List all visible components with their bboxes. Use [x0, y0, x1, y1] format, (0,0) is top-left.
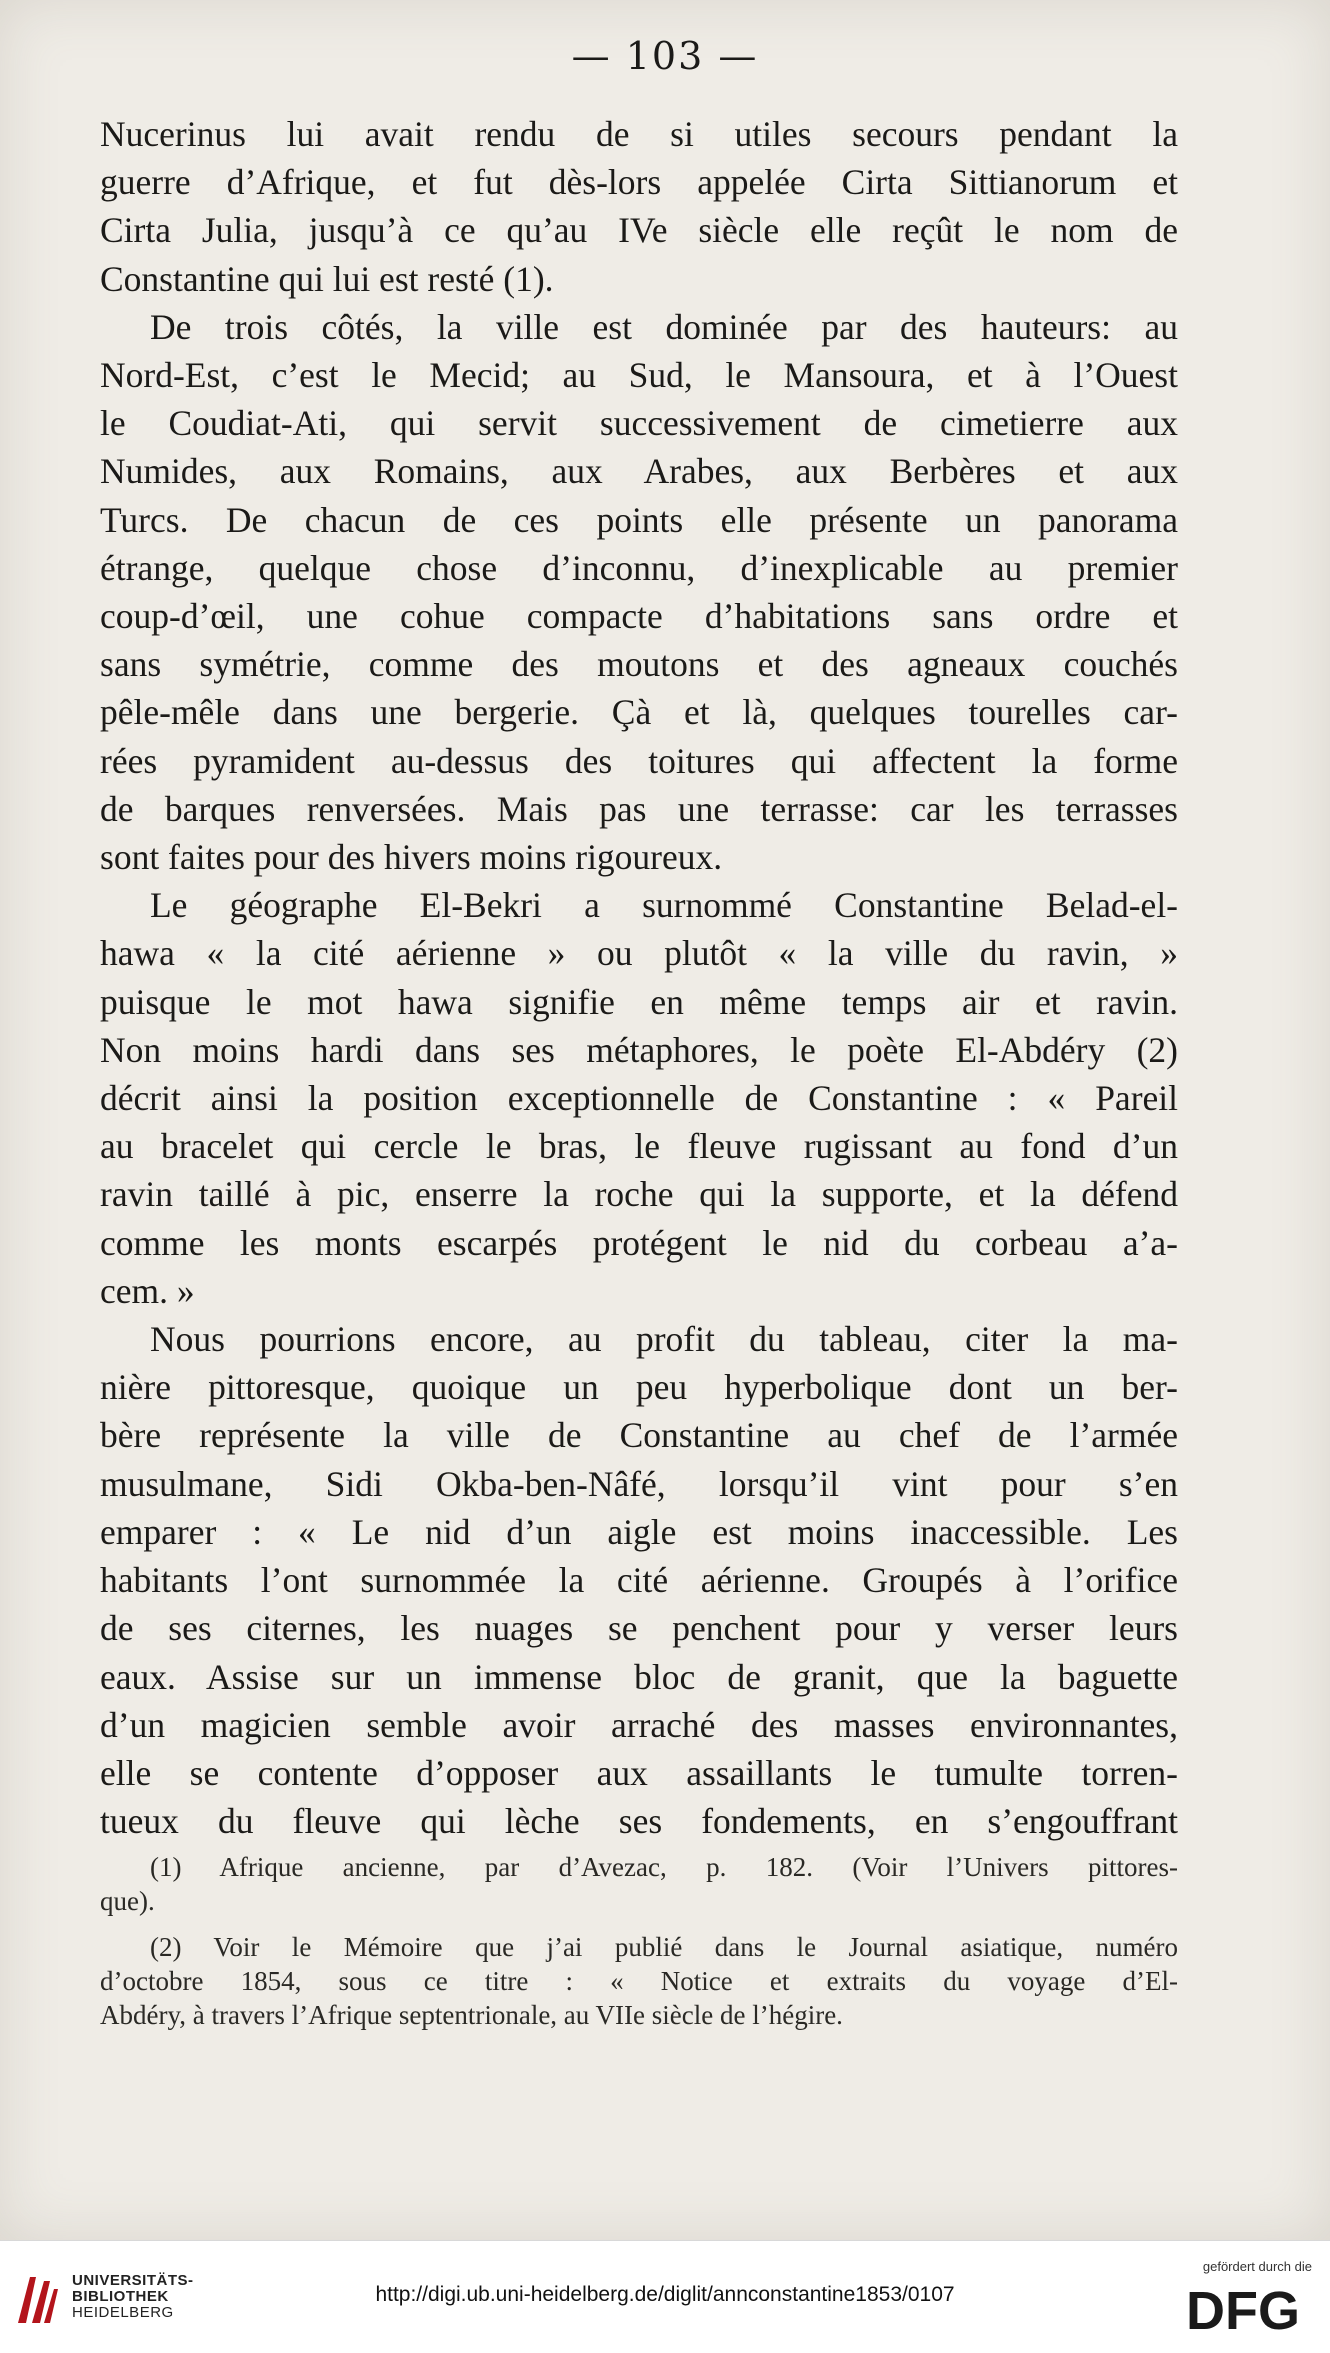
- footnote-line: Abdéry, à travers l’Afrique septentrionale, au VIIe siècle de l’hégire.: [100, 2000, 843, 2030]
- text-line: ravin taillé à pic, enserre la roche qui la supporte, et la défend: [100, 1174, 1178, 1215]
- text-line: emparer : « Le nid d’un aigle est moins inaccessible. Les: [100, 1511, 1178, 1552]
- footnote-line: d’octobre 1854, sous ce titre : « Notice et extraits du voyage d’El-: [100, 1966, 1178, 1996]
- text-line: étrange, quelque chose d’inconnu, d’inexplicable au premier: [100, 547, 1178, 588]
- text-line: le Coudiat-Ati, qui servit successivement de cimetierre aux: [100, 403, 1178, 444]
- text-line: de ses citernes, les nuages se penchent pour y verser leurs: [100, 1608, 1178, 1649]
- library-name-line: BIBLIOTHEK: [72, 2288, 169, 2305]
- text-line: sans symétrie, comme des moutons et des agneaux couchés: [100, 644, 1178, 685]
- viewer-footer: [0, 2240, 1330, 2353]
- text-line: hawa « la cité aérienne » ou plutôt « la ville du ravin, »: [100, 933, 1178, 974]
- footnote-line: (1) Afrique ancienne, par d’Avezac, p. 182. (Voir l’Univers pittores-: [150, 1852, 1178, 1882]
- text-line: Turcs. De chacun de ces points elle présente un panorama: [100, 499, 1178, 540]
- footnotes: [100, 1850, 1178, 2032]
- permalink-url[interactable]: http://digi.ub.uni-heidelberg.de/diglit/annconstantine1853/0107: [375, 2283, 955, 2306]
- text-line: De trois côtés, la ville est dominée par des hauteurs: au: [150, 306, 1178, 347]
- text-line: tueux du fleuve qui lèche ses fondements, en s’engouffrant: [100, 1801, 1178, 1842]
- text-line: bère représente la ville de Constantine au chef de l’armée: [100, 1415, 1178, 1456]
- library-name-line: HEIDELBERG: [72, 2304, 174, 2321]
- text-line: habitants l’ont surnommée la cité aérienne. Groupés à l’orifice: [100, 1560, 1178, 1601]
- text-line: Le géographe El-Bekri a surnommé Constantine Belad-el-: [150, 885, 1178, 926]
- text-line: puisque le mot hawa signifie en même temps air et ravin.: [100, 981, 1178, 1022]
- page-number: — 103 —: [571, 34, 759, 78]
- footnote-line: que).: [100, 1886, 155, 1916]
- text-line: musulmane, Sidi Okba-ben-Nâfé, lorsqu’il vint pour s’en: [100, 1463, 1178, 1504]
- text-line: Nous pourrions encore, au profit du tableau, citer la ma-: [150, 1319, 1178, 1360]
- text-line: pêle-mêle dans une bergerie. Çà et là, quelques tourelles car-: [100, 692, 1178, 733]
- library-name-line: UNIVERSITÄTS-: [72, 2272, 194, 2289]
- dfg-logo-text: DFG: [1186, 2281, 1300, 2335]
- funder-caption: gefördert durch die: [1202, 2259, 1312, 2274]
- text-line: elle se contente d’opposer aux assaillants le tumulte torren-: [100, 1752, 1178, 1793]
- text-line: sont faites pour des hivers moins rigoureux.: [100, 837, 723, 878]
- text-line: cem. »: [100, 1270, 195, 1311]
- text-line: Nucerinus lui avait rendu de si utiles secours pendant la: [100, 114, 1178, 154]
- text-line: Numides, aux Romains, aux Arabes, aux Berbères et aux: [100, 451, 1178, 492]
- main-text: [100, 110, 1178, 1845]
- dfg-logo-icon[interactable]: [1186, 2281, 1310, 2335]
- text-line: eaux. Assise sur un immense bloc de granit, que la baguette: [100, 1656, 1178, 1697]
- text-line: Non moins hardi dans ses métaphores, le poète El-Abdéry (2): [100, 1029, 1178, 1070]
- text-line: rées pyramident au-dessus des toitures qui affectent la forme: [100, 740, 1178, 781]
- text-line: Cirta Julia, jusqu’à ce qu’au IVe siècle elle reçût le nom de: [100, 210, 1178, 251]
- text-line: décrit ainsi la position exceptionnelle de Constantine : « Pareil: [100, 1078, 1178, 1119]
- text-line: coup-d’œil, une cohue compacte d’habitations sans ordre et: [100, 596, 1178, 637]
- text-line: au bracelet qui cercle le bras, le fleuve rugissant au fond d’un: [100, 1126, 1178, 1167]
- text-line: guerre d’Afrique, et fut dès-lors appelée Cirta Sittianorum et: [100, 162, 1178, 203]
- footnote-line: (2) Voir le Mémoire que j’ai publié dans le Journal asiatique, numéro: [150, 1932, 1178, 1962]
- text-line: Constantine qui lui est resté (1).: [100, 258, 554, 299]
- text-line: de barques renversées. Mais pas une terrasse: car les terrasses: [100, 788, 1178, 829]
- text-line: d’un magicien semble avoir arraché des masses environnantes,: [100, 1704, 1178, 1745]
- text-line: nière pittoresque, quoique un peu hyperbolique dont un ber-: [100, 1367, 1178, 1408]
- text-line: comme les monts escarpés protégent le nid du corbeau a’a-: [100, 1222, 1178, 1263]
- text-line: Nord-Est, c’est le Mecid; au Sud, le Mansoura, et à l’Ouest: [100, 355, 1178, 396]
